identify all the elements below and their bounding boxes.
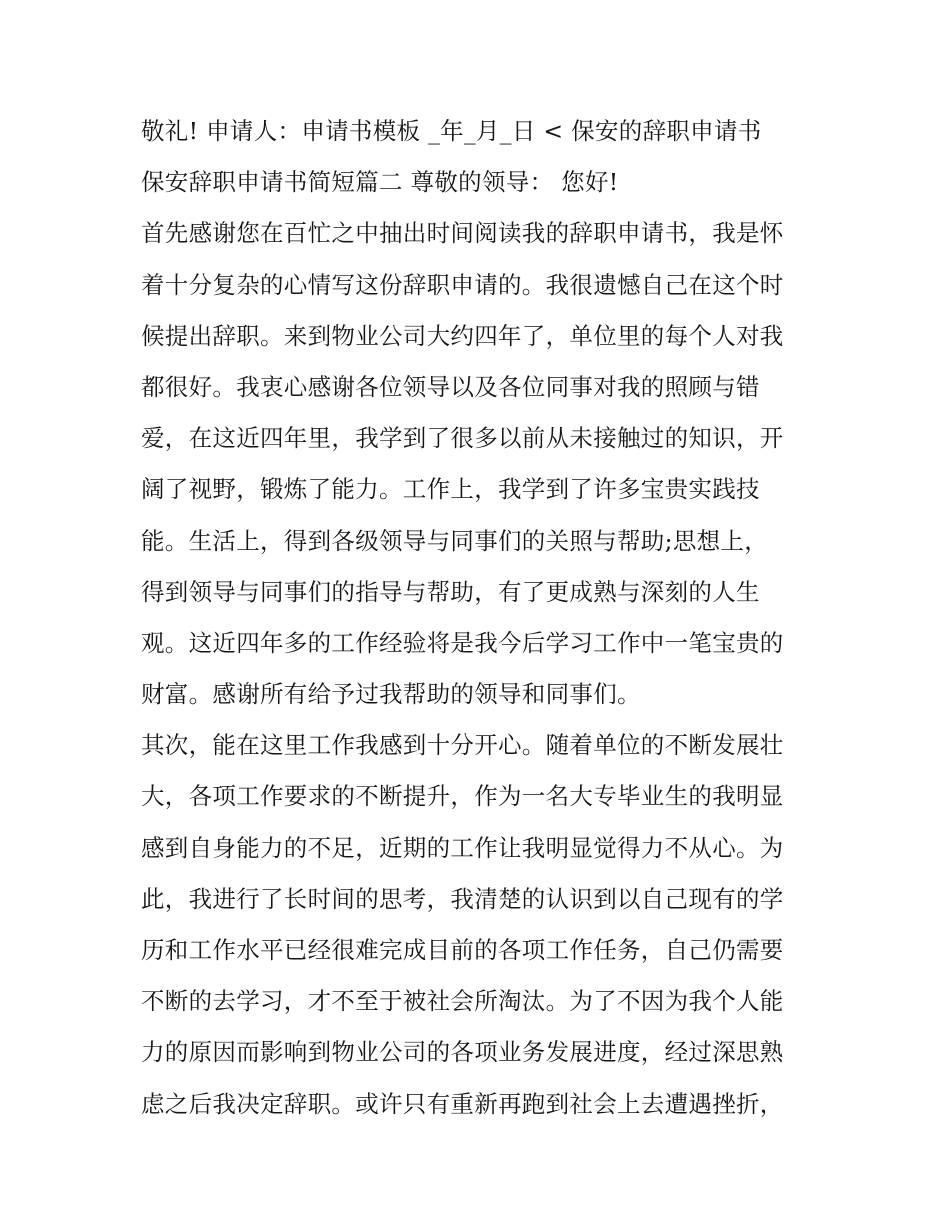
text-line: 此，我进行了长时间的思考，我清楚的认识到以自己现有的学 bbox=[141, 884, 784, 913]
text-line: 敬礼! 申请人：申请书模板 _年_月_日 < 保安的辞职申请书 bbox=[141, 117, 762, 145]
text-line: 首先感谢您在百忙之中抽出时间阅读我的辞职申请书，我是怀 bbox=[141, 219, 784, 248]
text-line: 保安辞职申请书简短篇二 尊敬的领导： 您好! bbox=[141, 168, 619, 197]
text-line: 都很好。我衷心感谢各位领导以及各位同事对我的照顾与错 bbox=[141, 372, 760, 401]
text-line: 爱，在这近四年里，我学到了很多以前从未接触过的知识，开 bbox=[141, 424, 784, 453]
text-line: 候提出辞职。来到物业公司大约四年了，单位里的每个人对我 bbox=[141, 321, 784, 350]
text-line: 不断的去学习，才不至于被社会所淘汰。为了不因为我个人能 bbox=[141, 987, 784, 1016]
text-line: 大，各项工作要求的不断提升，作为一名大专毕业生的我明显 bbox=[141, 782, 784, 811]
text-line: 得到领导与同事们的指导与帮助，有了更成熟与深刻的人生 bbox=[141, 577, 760, 606]
text-line: 感到自身能力的不足，近期的工作让我明显觉得力不从心。为 bbox=[141, 833, 784, 862]
text-line: 能。生活上，得到各级领导与同事们的关照与帮助;思想上， bbox=[141, 526, 769, 555]
text-line: 虑之后我决定辞职。或许只有重新再跑到社会上去遭遇挫折， bbox=[141, 1089, 784, 1118]
text-line: 其次，能在这里工作我感到十分开心。随着单位的不断发展壮 bbox=[141, 731, 784, 760]
text-line: 阔了视野，锻炼了能力。工作上，我学到了许多宝贵实践技 bbox=[141, 475, 760, 504]
text-line: 财富。感谢所有给予过我帮助的领导和同事们。 bbox=[141, 680, 641, 709]
text-line: 力的原因而影响到物业公司的各项业务发展进度，经过深思熟 bbox=[141, 1038, 784, 1067]
text-line: 着十分复杂的心情写这份辞职申请的。我很遗憾自己在这个时 bbox=[141, 270, 784, 299]
text-line: 历和工作水平已经很难完成目前的各项工作任务，自己仍需要 bbox=[141, 936, 784, 964]
text-line: 观。这近四年多的工作经验将是我今后学习工作中一笔宝贵的 bbox=[141, 628, 784, 657]
document-body bbox=[141, 106, 821, 1130]
